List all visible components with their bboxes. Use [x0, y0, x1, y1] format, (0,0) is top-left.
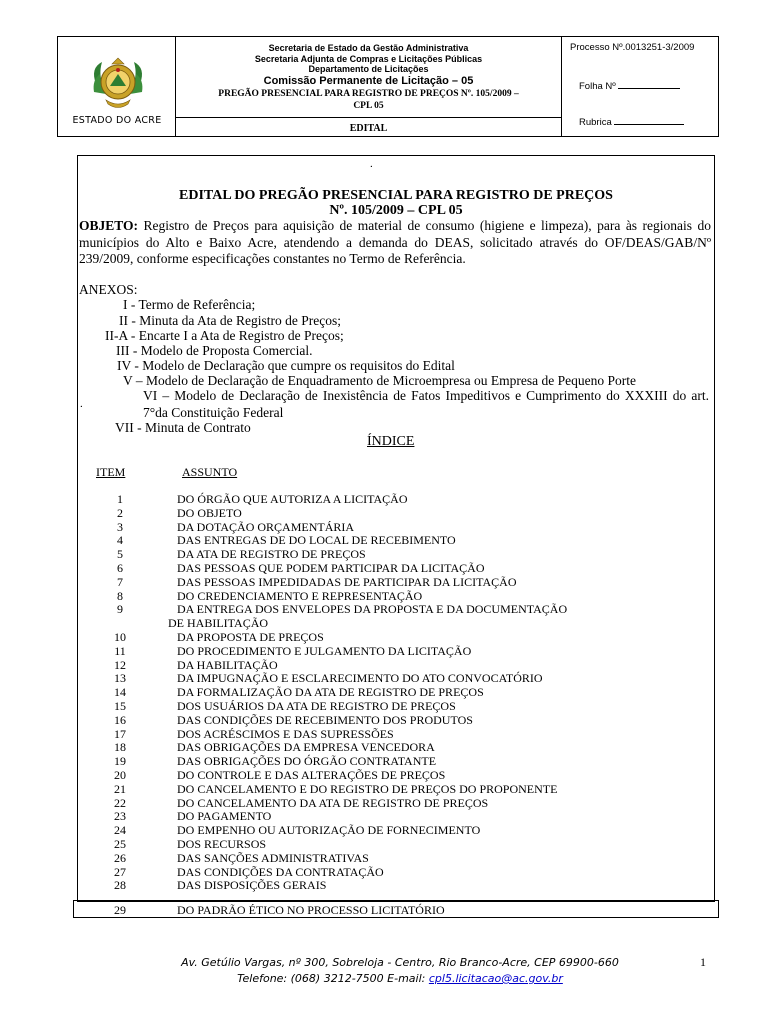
- folha-blank: [618, 88, 680, 89]
- index-item-number: 11: [114, 643, 126, 658]
- index-item-title: DA ATA DE REGISTRO DE PREÇOS: [177, 547, 366, 562]
- header-line-3: Departamento de Licitações: [308, 64, 429, 74]
- index-item-number: 18: [114, 740, 126, 755]
- index-item-number: 24: [114, 823, 126, 838]
- index-item-title: DO CONTROLE E DAS ALTERAÇÕES DE PREÇOS: [177, 768, 446, 782]
- index-item-title: DA IMPUGNAÇÃO E ESCLARECIMENTO DO ATO CONVOCATÓRIO: [177, 671, 543, 686]
- objeto-paragraph: [79, 218, 711, 268]
- pregao-line-2: CPL 05: [353, 100, 384, 111]
- objeto-text: Registro de Preços para aquisição de material de consumo (higiene e limpeza), para às regionais do municípios do Alto e Baixo Acre, atendendo a demanda do DEAS, solicitado através do OF/DEAS/GAB/Nº 239/2009, conforme especificações constantes no Termo de Referência.: [79, 218, 711, 266]
- footer-contact: [100, 972, 700, 985]
- index-item-title: DAS DISPOSIÇÕES GERAIS: [177, 878, 327, 893]
- anexo-item: VI – Modelo de Declaração de Inexistência de Fatos Impeditivos e Cumprimento do XXXIII do art. 7°da Constituição Federal: [143, 388, 709, 420]
- index-item-number: 25: [114, 837, 126, 851]
- index-item-title: DAS OBRIGAÇÕES DA EMPRESA VENCEDORA: [177, 740, 435, 755]
- index-item-number: 16: [114, 712, 126, 727]
- index-item-number: 7: [117, 574, 123, 589]
- index-item-number: 6: [117, 561, 123, 575]
- seal-caption: ESTADO DO ACRE: [72, 115, 162, 126]
- column-header-item: ITEM: [96, 465, 126, 479]
- index-item-title: DA HABILITAÇÃO: [177, 657, 278, 672]
- anexo-item: IV - Modelo de Declaração que cumpre os requisitos do Edital: [117, 358, 455, 373]
- index-item-number: 28: [114, 878, 126, 893]
- folha-label: Folha Nº: [579, 81, 616, 92]
- anexo-item: V – Modelo de Declaração de Enquadramento de Microempresa ou Empresa de Pequeno Porte: [123, 373, 636, 388]
- pregao-line-1: PREGÃO PRESENCIAL PARA REGISTRO DE PREÇOS Nº. 105/2009 –: [218, 88, 519, 99]
- header-rule: [176, 117, 561, 118]
- index-item-title: DO PADRÃO ÉTICO NO PROCESSO LICITATÓRIO: [177, 903, 445, 917]
- edital-label: EDITAL: [349, 123, 388, 134]
- index-item-number: 20: [114, 768, 126, 782]
- index-item-title: DA PROPOSTA DE PREÇOS: [177, 630, 324, 644]
- index-item-title: DAS PESSOAS QUE PODEM PARTICIPAR DA LICITAÇÃO: [177, 561, 485, 575]
- index-item-title: DO PROCEDIMENTO E JULGAMENTO DA LICITAÇÃO: [177, 643, 472, 658]
- index-item-title: DO CANCELAMENTO E DO REGISTRO DE PREÇOS DO PROPONENTE: [177, 781, 558, 796]
- index-item-title: DE HABILITAÇÃO: [168, 616, 269, 631]
- index-item-title: DOS RECURSOS: [177, 837, 267, 851]
- commission-name: Comissão Permanente de Licitação – 05: [263, 74, 474, 87]
- anexo-item: VII - Minuta de Contrato: [115, 420, 251, 435]
- index-item-number: 17: [114, 726, 126, 741]
- index-item-number: 23: [114, 809, 126, 824]
- footer-phone: Telefone: (068) 3212-7500 E-mail:: [237, 972, 429, 985]
- rubrica-field: [579, 117, 684, 128]
- anexo-item: II - Minuta da Ata de Registro de Preços;: [119, 313, 341, 328]
- index-item-title: DAS PESSOAS IMPEDIDADAS DE PARTICIPAR DA LICITAÇÃO: [177, 574, 517, 589]
- header-box: [57, 36, 719, 137]
- index-item-number: 1: [117, 492, 123, 506]
- rubrica-blank: [614, 124, 684, 125]
- email-link[interactable]: cpl5.licitacao@ac.gov.br: [428, 972, 563, 985]
- index-item-number: 19: [114, 754, 126, 769]
- index-item-number: 21: [114, 781, 126, 796]
- processo-number: Processo Nº.0013251-3/2009: [570, 42, 695, 53]
- header-center: [176, 37, 562, 136]
- index-item-number: 22: [114, 795, 126, 810]
- last-row-box: [73, 900, 719, 918]
- index-item-number: 8: [117, 588, 123, 603]
- index-item-number: 9: [117, 602, 123, 617]
- index-item-title: DO CREDENCIAMENTO E REPRESENTAÇÃO: [177, 588, 423, 603]
- page-number: 1: [700, 955, 706, 969]
- index-item-title: DO CANCELAMENTO DA ATA DE REGISTRO DE PREÇOS: [177, 795, 489, 810]
- folha-field: [579, 81, 680, 92]
- anexo-item: I - Termo de Referência;: [123, 297, 256, 312]
- index-item-number: 2: [117, 505, 123, 520]
- top-dot: .: [370, 158, 373, 170]
- index-item-number: 10: [114, 630, 126, 644]
- document-subtitle: Nº. 105/2009 – CPL 05: [329, 203, 463, 218]
- index-item-title: DAS ENTREGAS DE DO LOCAL DE RECEBIMENTO: [177, 533, 456, 548]
- seal-cell: [58, 37, 176, 136]
- index-item-number: 14: [114, 685, 126, 700]
- index-item-title: DAS CONDIÇÕES DA CONTRATAÇÃO: [177, 864, 384, 879]
- anexos-label: ANEXOS:: [79, 282, 138, 297]
- header-line-2: Secretaria Adjunta de Compras e Licitações Públicas: [254, 53, 483, 64]
- index-item-title: DA ENTREGA DOS ENVELOPES DA PROPOSTA E DA DOCUMENTAÇÃO: [177, 602, 568, 617]
- indice-title: ÍNDICE: [367, 434, 415, 449]
- index-item-title: DO EMPENHO OU AUTORIZAÇÃO DE FORNECIMENTO: [177, 823, 481, 838]
- index-item-title: DAS CONDIÇÕES DE RECEBIMENTO DOS PRODUTOS: [177, 712, 473, 727]
- index-item-title: DO OBJETO: [177, 505, 242, 520]
- state-seal-icon: [88, 54, 148, 114]
- index-item-number: 12: [114, 657, 126, 672]
- index-item-number: 27: [114, 864, 126, 879]
- index-item-title: DO ÓRGÃO QUE AUTORIZA A LICITAÇÃO: [177, 492, 408, 506]
- index-item-title: DOS USUÁRIOS DA ATA DE REGISTRO DE PREÇOS: [177, 699, 456, 713]
- index-item-number: 15: [114, 699, 126, 713]
- document-title: EDITAL DO PREGÃO PRESENCIAL PARA REGISTRO DE PREÇOS: [179, 188, 613, 203]
- index-item-title: DAS SANÇÕES ADMINISTRATIVAS: [177, 850, 369, 865]
- side-dot: .: [80, 398, 83, 410]
- index-item-number: 29: [114, 903, 126, 917]
- header-line-1: Secretaria de Estado da Gestão Administrativa: [268, 43, 469, 53]
- anexo-item: III - Modelo de Proposta Comercial.: [116, 343, 313, 358]
- index-item-title: DOS ACRÉSCIMOS E DAS SUPRESSÕES: [177, 726, 394, 741]
- index-item-title: DA DOTAÇÃO ORÇAMENTÁRIA: [177, 519, 355, 534]
- rubrica-label: Rubrica: [579, 117, 612, 128]
- index-item-number: 26: [114, 850, 126, 865]
- header-right: [562, 37, 718, 136]
- index-item-number: 4: [117, 533, 123, 548]
- index-item-number: 5: [117, 547, 123, 562]
- index-item-number: 13: [114, 671, 126, 686]
- footer-address: Av. Getúlio Vargas, nº 300, Sobreloja - Centro, Rio Branco-Acre, CEP 69900-660: [181, 956, 619, 969]
- column-header-assunto: ASSUNTO: [182, 465, 238, 479]
- index-item-title: DO PAGAMENTO: [177, 809, 272, 824]
- anexo-item: II-A - Encarte I a Ata de Registro de Preços;: [105, 328, 344, 343]
- objeto-label: OBJETO:: [79, 218, 139, 233]
- index-item-title: DAS OBRIGAÇÕES DO ÓRGÃO CONTRATANTE: [177, 754, 437, 769]
- index-item-title: DA FORMALIZAÇÃO DA ATA DE REGISTRO DE PREÇOS: [177, 685, 484, 700]
- index-item-number: 3: [117, 519, 123, 534]
